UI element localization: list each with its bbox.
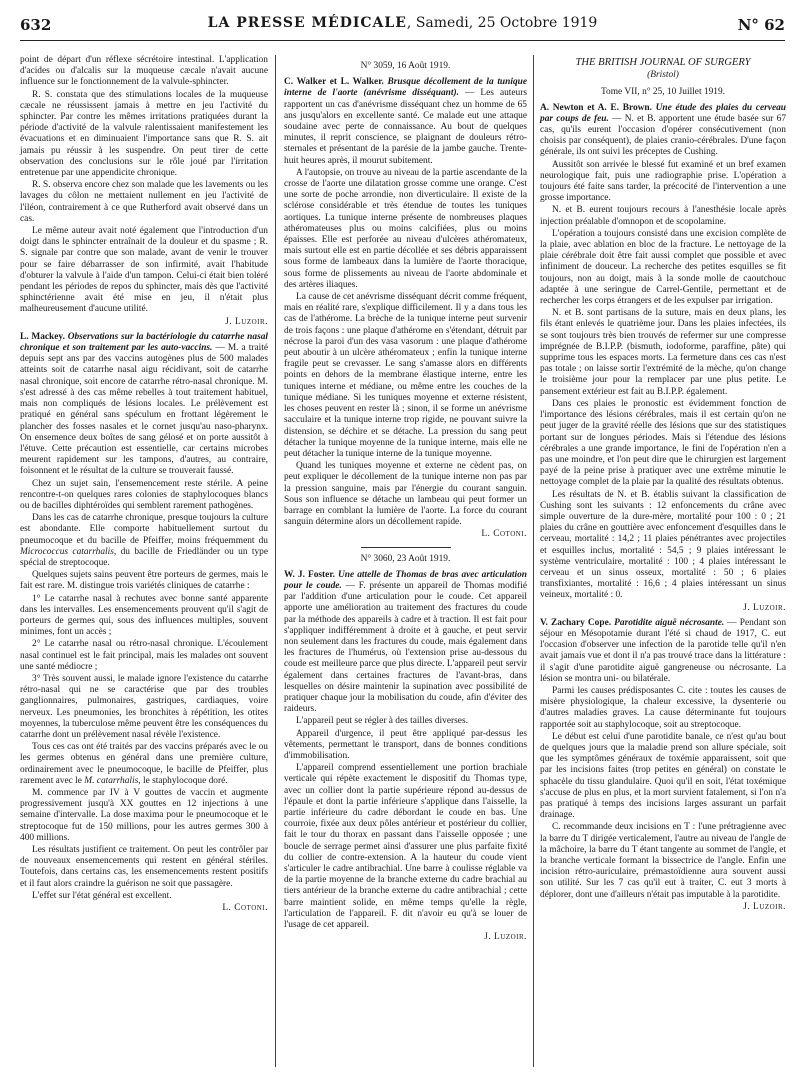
section-rule (361, 547, 451, 548)
article-text: — Pendant son séjour en Mésopotamie durant l'été si chaud de 1917, C. eut l'occasion d'observer une infection de la parotide telle qu'il n'en avait jamais vue et dont il n'a pas trouvé trace dans la littérature : il s'agit d'une parotidite aiguë gangreneuse ou nécrosante. La lésion se montra uni- ou bilatérale. (540, 617, 787, 684)
page-number: 632 (20, 16, 52, 34)
journal-name: LA PRESSE MÉDICALE (207, 15, 407, 31)
column-left (20, 55, 268, 918)
article-heading (540, 618, 786, 685)
column-right (540, 55, 786, 917)
paragraph: 2° Le catarrhe nasal ou rétro-nasal chronique. L'écoulement nasal continuel est le fait principal, mais les malades ont souvent une santé médiocre ; (20, 639, 268, 672)
masthead (20, 15, 785, 31)
signature: J. Luzoir. (743, 602, 786, 613)
paragraph (20, 742, 268, 787)
article-title: Une étude des plaies du cerveau par coups de feu. (540, 102, 787, 124)
paragraph: L'effet sur l'état général est excellent. (32, 890, 172, 901)
paragraph: 3° Très souvent aussi, le malade ignore l'existence du catarrhe rétro-nasal qui ne se caractérise que par des troubles ganglionnaires, pulmonaires, gastriques, cardiaques, voire nerveux. Les pneumonies, les bronchites à répétition, les otites moyennes, la tuberculose même peuvent être les conséquences du catarrhe dont un prélèvement nasal révèle l'existence. (20, 673, 268, 740)
article-title: Parotidite aiguë nécrosante. (614, 617, 725, 628)
article-author: V. Zachary Cope. (540, 617, 612, 628)
paragraph: Les résultats de N. et B. établis suivant la classification de Cushing sont les suivants : 12 enfoncements du crâne avec simple ouverture de la dure-mère, mortalité pour 100 : 0 ; 21 plaies du crâne en gouttière avec enfoncement d'esquilles dans le cerveau, mortalité : 14,2 ; 11 plaies pénétrantes avec projectiles et esquilles inclus, mortalité : 54,5 ; 9 plaies intéressant le système ventriculaire, mortalité : 100 ; 4 plaies intéressant le cerveau et un sinus osseux, mortalité : 50 ; 6 plaies transfixiantes, mortalité : 16,6 ; 4 plaies intéressant un sinus veineux, mortalité : 0. (540, 489, 786, 601)
paragraph: M. commence par IV à V gouttes de vaccin et augmente progressivement jusqu'à XX gouttes en 12 injections à une semaine d'intervalle. La dose maxima pour le pneumocoque et le streptocoque fut de 150 millions, pour les autres germes 300 à 400 millions. (20, 788, 268, 843)
paragraph: Aussitôt son arrivée le blessé fut examiné et un bref examen neurologique fait, puis une radiographie prise. L'opération a toujours été faite sans tarder, la précocité de l'intervention a une grosse importance. (540, 159, 786, 204)
article-text: — Les auteurs rapportent un cas d'anévrisme disséquant chez un homme de 65 ans jusqu'alors en excellente santé. Ce malade eut une attaque soudaine avec perte de connaissance. Au bout de quelques minutes, il reprit conscience, se plaignant de douleurs rétro-sternales et présentant de la parésie de la jambe gauche. Trente-huit heures après, il mourut subitement. (284, 88, 528, 166)
issue-date: , Samedi, 25 Octobre 1919 (406, 15, 598, 31)
article-heading (20, 332, 268, 478)
paragraph: N. et B. sont partisans de la suture, mais en deux plans, les fils étant enlevés le quatrième jour. Dans les plaies infectées, ils se sont toujours très bien trouvés de refermer sur une compresse imprégnée de B.I.P.P. (bismuth, iodoforme, paraffine, pâte) qui supprime tous les espaces morts. La fermeture dans ces cas n'est pas totale ; on laisse sortir l'extrémité de la mèche, qu'on change le troisième jour pour la remplacer par une plus petite. Le pansement extérieur est fait au B.I.P.P. également. (540, 308, 786, 397)
article-author: L. Mackey. (20, 331, 65, 342)
article-author: A. Newton et A. E. Brown. (540, 102, 652, 113)
paragraph: Dans ces plaies le pronostic est évidemment fonction de l'importance des lésions cérébrales, mais il est certain qu'on ne peut juger de la gravité réelle des lésions que sur des statistiques portant sur de longues périodes. Mais si l'étendue des lésions cérébrales a une grande importance, le fini de l'opération n'en a pas une moindre, et l'on peut dire que le chirurgien est largement payé de la peine prise à pratiquer avec une extrême minutie le nettoyage complet de la plaie par la qualité des résultats obtenus. (540, 398, 786, 488)
article-title: Une attelle de Thomas de bras avec articulation pour le coude. (284, 569, 527, 591)
paragraph: Parmi les causes prédisposantes C. cite : toutes les causes de misère physiologique, la chaleur excessive, la dysenterie ou d'autres maladies graves. La cause déterminante fut toujours rapportée soit au staphylocoque, soit au streptocoque. (540, 685, 786, 730)
article-heading (284, 570, 527, 716)
paragraph: Quand les tuniques moyenne et externe ne cèdent pas, on peut expliquer le décollement de la tunique interne non pas par la pression sanguine, mais par l'énergie du courant sanguin. Sous son influence se détache un lambeau qui peut former un barrage en comblant la lumière de l'aorte. La force du courant sanguin détermine alors un décollement rapide. (284, 461, 527, 528)
volume-info: Tome VII, n° 25, 10 Juillet 1919. (600, 87, 725, 98)
paragraph (20, 513, 268, 569)
paragraph: Les résultats justifient ce traitement. On peut les contrôler par de nouveaux ensemencements qui restent en général stériles. Toutefois, dans certains cas, les ensemencements restent positifs et il faut alors craindre la guérison ne soit que passagère. (20, 845, 268, 889)
paragraph: Le même auteur avait noté également que l'introduction d'un doigt dans le sphincter entraînait de la douleur et du spasme ; R. S. signale par contre que son malade, avant de venir le trouver pour se faire débarrasser de son infirmité, avait l'habitude d'obturer la valvule à l'aide d'un tampon. Celui-ci était bien toléré pendant les périodes de repos du sphincter, mais dès que l'activité sphinctérienne avait été mise en jeu, il n'était plus malheureusement d'aucune utilité. (20, 226, 268, 315)
paragraph: A l'autopsie, on trouve au niveau de la partie ascendante de la crosse de l'aorte une dilatation grosse comme une orange. C'est une sorte de poche arrondie, non diverticulaire. Il existe de la sclérose considérable et très étendue de toutes les tuniques aortiques. La tunique interne présente de nombreuses plaques athéromateuses plus ou moins calcifiées, plus ou moins épaisses. Elle est perforée au niveau d'ulcères athéromateux, mais surtout elle est en partie décollée et ses débris apparaissent sous forme de lambeaux dans la lumière de l'aorte thoracique, sous forme de plissements au niveau de l'aorte abdominale et des artères iliaques. (284, 167, 527, 290)
issue-date-heading: N° 3060, 23 Août 1919. (360, 553, 451, 564)
species-name: M. catarrhalis (84, 775, 139, 786)
paragraph: N. et B. eurent toujours recours à l'anesthésie locale après injection préalable d'omnopon et de scopolamine. (540, 205, 786, 227)
signature: L. Cotoni. (222, 903, 268, 914)
article-text: — F. présente un appareil de Thomas modifié par l'addition d'une articulation pour le coude. Cet appareil apporte une amélioration au traitement des fractures du coude par la méthode des appareils à cadre et à traction. Il est fait pour s'appliquer indifféremment à droite et à gauche, et peut servir non seulement dans les fractures du coude, mais également dans les fractures de l'humérus, où l'extension prise au-dessous du coude est meilleure parce que plus directe. L'appareil peut servir également dans certaines fractures de l'avant-bras, dans lesquelles on désire maintenir la supination avec possibilité de pratiquer chaque jour la mobilisation du coude, afin d'éviter des raideurs. (284, 580, 528, 715)
paragraph: Chez un sujet sain, l'ensemencement reste stérile. A peine rencontre-t-on quelques rares colonies de staphylocoques blancs ou de bacilles diphtéroïdes qui semblent rarement pathogènes. (20, 478, 268, 511)
column-middle (284, 55, 527, 947)
article-author: C. Walker et L. Walker. (284, 77, 384, 88)
paragraph: Le début est celui d'une parotidite banale, ce n'est qu'au bout de quelques jours que la maladie prend son allure spéciale, soit que les symptômes généraux de toxémie apparaissent, soit que par les incisions faites (trop petites en général) on constate le sphacèle du tissu glandulaire. Quoi qu'il en soit, l'état toxémique s'accuse de plus en plus, et la mort survient fatalement, si l'on n'a pas pratiqué à temps des incisions larges assurant un parfait drainage. (540, 731, 786, 821)
signature: J. Luzoir. (484, 932, 527, 943)
species-name: Micrococcus catarrhalis (20, 546, 114, 557)
paragraph: La cause de cet anévrisme disséquant décrit comme fréquent, mais en réalité rare, s'explique difficilement. Il y a dans tous les cas de l'athérome. La brèche de la tunique interne peut survenir de trois façons : une plaque d'athérome en s'étendant, détruit par nécrose la paroi d'un des vasa vasorum : une plaque d'athérome peut aboutir à un ulcère athéromateux ; enfin la tunique interne fragile peut se crevasser. Le sang s'amasse alors en différents points en dehors de la membrane élastique interne, entre les tuniques interne et médiane, ou même entre les couches de la tunique médiane. Si les tuniques moyenne et externe résistent, les choses peuvent en rester là ; sinon, il se forme un anévrisme sacculaire et la tunique interne trop rigide, ne pouvant suivre la distension, se déchire et se détache. La pression du sang peut détacher la tunique moyenne de la tunique interne, mais elle ne peut détacher la tunique interne de la tunique moyenne. (284, 292, 527, 459)
paragraph: L'opération a toujours consisté dans une excision complète de la plaie, avec ablation en bloc de la fracture. Le nettoyage de la plaie cérébrale doit être fait aussi complet que possible et avec infiniment de douceur. La recherche des petites esquilles se fit toujours, non au doigt, mais à la sonde molle de caoutchouc adaptée à une seringue de Carrel-Gentile, permettant et de rechercher les corps étrangers et de les expulser par irrigation. (540, 228, 786, 307)
text-run: Tous ces cas ont été traités par des vaccins préparés avec le ou les germes obtenus en général dans une première culture, ordinairement avec le pneumocoque, le bacille de Pfeiffer, plus rarement avec le (20, 742, 268, 786)
page-header (20, 12, 785, 41)
text-run: , du bacille de Friedländer ou un type spécial de streptocoque. (20, 546, 268, 568)
signature: L. Cotoni. (481, 529, 527, 540)
issue-number: N° 62 (737, 16, 785, 34)
issue-date-heading: N° 3059, 16 Août 1919. (360, 61, 451, 71)
paragraph: L'appareil peut se régler à des tailles diverses. (296, 716, 468, 727)
signature: J. Luzoir. (743, 901, 786, 912)
paragraph: point de départ d'un réflexe sécrétoire intestinal. L'application d'acides ou d'alcalis sur la muqueuse cæcale n'avait aucune influence sur le fonctionnement de la valvule-sphincter. (20, 55, 268, 88)
article-text: — M. a traité depuis sept ans par des vaccins autogènes plus de 500 malades atteints soit de catarrhe nasal aigu récidivant, soit de catarrhe nasal chronique, soit encore de catarrhe rétro-nasal chronique. M. s'est adressé à des cas même rebelles à tout traitement habituel, mais non compliqués de lésions locales. Le prélèvement est pratiqué en général sans spéculum en frottant légèrement le plancher des fosses nasales et le cornet jusqu'au naso-pharynx. On ensemence deux boîtes de sang gélosé et on porte aussitôt à l'étuve. Cette précaution est essentielle, car certains microbes meurent rapidement sur les tampons, d'autres, au contraire, foisonnent et le résultat de la culture se trouverait faussé. (20, 343, 268, 477)
paragraph: Quelques sujets sains peuvent être porteurs de germes, mais le fait est rare. M. distingue trois variétés cliniques de catarrhe : (20, 570, 268, 592)
paragraph: R. S. observa encore chez son malade que les lavements ou les lavages du côlon ne mettaient nullement en jeu l'activité de l'iléon, contrairement à ce que Rutherford avait observé dans un cas. (20, 180, 268, 224)
signature: J. Luzoir. (225, 316, 268, 327)
journal-city: (Bristol) (647, 70, 679, 81)
paragraph: C. recommande deux incisions en T : l'une prétragienne avec la barre du T dirigée verticalement, l'autre au niveau de l'angle de la mâchoire, la barre du T étant tangente au sommet de l'angle, et la branche verticale formant la bissectrice de l'angle. Enfin une incision rétro-auriculaire, prémastoïdienne aura souvent aussi son utilité. Sur les 7 cas qu'il eut à traiter, C. eut 3 morts à déplorer, dont une d'ailleurs n'était pas imputable à la parotidite. (540, 822, 786, 900)
article-heading (284, 77, 527, 167)
article-author: W. J. Foster. (284, 569, 335, 580)
text-run: Dans les cas de catarrhe chronique, presque toujours la culture est abondante. Elle comporte habituellement surtout du pneumocoque et du bacille de Pfeiffer, moins fréquemment du (20, 513, 268, 546)
paragraph: R. S. constata que des stimulations locales de la muqueuse cæcale ne réussissent jamais à mettre en jeu l'activité du sphincter. Par contre les mêmes irritations pratiquées durant la période d'activité de la valvule ralentissaient manifestement les évacuations et en diminuaient l'importance sans que R. S. ait jamais pu réussir à les suspendre. On peut tirer de cette observation des conclusions sur le rôle joué par l'irritation entretenue par une appendicite chronique. (20, 89, 268, 179)
article-heading (540, 103, 786, 159)
article-title: Observations sur la bactériologie du catarrhe nasal chronique et son traitement par les auto-vaccins. (20, 331, 269, 354)
column-divider (533, 55, 534, 1067)
text-run: , le staphylocoque doré. (138, 775, 228, 786)
paragraph: 1° Le catarrhe nasal à rechutes avec bonne santé apparente dans les intervalles. Les ensemencements prouvent qu'il s'agit de porteurs de germes qui, sous des influences multiples, souvent minimes, font un accès ; (20, 593, 268, 638)
article-text: — N. et B. apportent une étude basée sur 67 cas, qu'ils eurent l'occasion d'opérer consécutivement (non choisis par conséquent), de plaies cranio-cérébrales. D'une façon générale, ils ont suivi les préceptes de Cushing. (540, 113, 787, 158)
paragraph: L'appareil comprend essentiellement une portion brachiale verticale qui répète exactement le dispositif du Thomas type, avec un collier dont la partie supérieure répond au-dessus de l'épaule et dont la partie inférieure s'applique dans l'aisselle, la partie inférieure du cadre débordant le coude en bas. Une courroie, fixée aux deux pôles antérieur et postérieur du collier, fait le tour du thorax en passant dans l'aisselle opposée ; une boucle de serrage permet ainsi d'assurer une plus parfaite fixité du collier de contre-extension. A la hauteur du coude vient s'articuler le cadre antibrachial. Une barre à coulisse réglable va de la partie moyenne de la branche externe du cadre brachial au tiers antérieur de la branche externe du cadre antibrachial ; cette barre maintient solide, en même temps qu'elle la règle, l'articulation de l'appareil. F. dit n'avoir eu qu'à se louer de l'usage de cet appareil. (284, 763, 527, 931)
journal-heading: THE BRITISH JOURNAL OF SURGERY (575, 57, 751, 68)
column-divider (275, 55, 276, 1067)
article-title: Brusque décollement de la tunique interne de l'aorte (anévrisme disséquant). (284, 77, 528, 99)
paragraph: Appareil d'urgence, il peut être appliqué par-dessus les vêtements, permettant le transport, dans de bonnes conditions d'immobilisation. (284, 728, 527, 761)
